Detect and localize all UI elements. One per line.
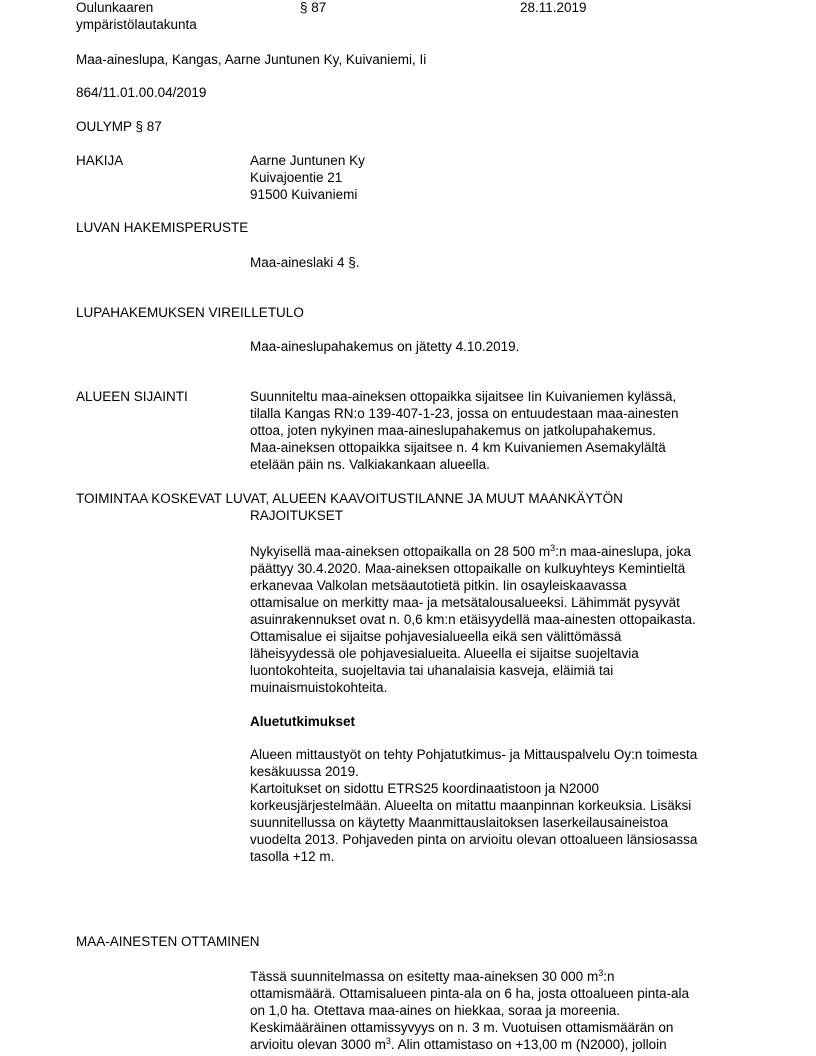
extraction-label: MAA-AINESTEN OTTAMINEN — [76, 934, 260, 949]
applicant-line: Kuivajoentie 21 — [250, 170, 343, 185]
board-name-line1: Oulunkaaren — [76, 0, 154, 15]
applicant-address — [250, 152, 365, 203]
permits-label-continued: RAJOITUKSET — [250, 508, 344, 523]
surveys-line: tasolla +12 m. — [250, 849, 335, 864]
permits-line: asuinrakennukset ovat n. 0,6 km:n etäisyydellä maa-ainesten ottopaikasta. — [250, 612, 696, 627]
initiation-label: LUPAHAKEMUKSEN VIREILLETULO — [76, 305, 304, 320]
meeting-reference: OULYMP § 87 — [76, 119, 162, 134]
extraction-line: on 1,0 ha. Otettava maa-aines on hiekkaa, soraa ja moreenia. — [250, 1003, 620, 1018]
surveys-line: Kartoitukset on sidottu ETRS25 koordinaatistoon ja N2000 — [250, 781, 599, 796]
surveys-line: korkeusjärjestelmään. Alueelta on mitattu maanpinnan korkeuksia. Lisäksi — [250, 798, 692, 813]
permits-line: läheisyydessä ole pohjavesialueita. Alueella ei sijaitse suojeltavia — [250, 646, 639, 661]
surveys-line: Alueen mittaustyöt on tehty Pohjatutkimus- ja Mittauspalvelu Oy:n toimesta — [250, 747, 698, 762]
permits-line: erkanevaa Valkolan metsäautotietä pitkin. Iin osayleiskaavassa — [250, 578, 627, 593]
extraction-text — [250, 968, 689, 1053]
surveys-line: kesäkuussa 2019. — [250, 764, 359, 779]
location-line: etelään päin ns. Valkiakankaan alueella. — [250, 457, 490, 472]
surveys-line: suunnitellussa on käytetty Maanmittauslaitoksen laserkeilausaineistoa — [250, 815, 668, 830]
location-line: tilalla Kangas RN:o 139-407-1-23, jossa on entuudestaan maa-ainesten — [250, 406, 679, 421]
surveys-heading: Aluetutkimukset — [250, 714, 356, 729]
permits-line: ottamisalue on merkitty maa- ja metsätalousalueeksi. Lähimmät pysyvät — [250, 595, 680, 610]
extraction-line-first: Tässä suunnitelmassa on esitetty maa-aineksen 30 000 $m^3:n$ — [250, 968, 615, 984]
extraction-line: ottamismäärä. Ottamisalueen pinta-ala on 6 ha, josta ottoalueen pinta-ala — [250, 986, 690, 1001]
extraction-line: Keskimääräinen ottamissyvyys on n. 3 m. Vuotuisen ottamismäärän on — [250, 1020, 674, 1035]
board-name-line2: ympäristölautakunta — [76, 17, 197, 32]
subject-title: Maa-aineslupa, Kangas, Aarne Juntunen Ky, Kuivaniemi, Ii — [76, 52, 427, 67]
header-date: 28.11.2019 — [520, 0, 587, 15]
header-board — [76, 0, 197, 33]
applicant-label: HAKIJA — [76, 153, 124, 168]
permits-line: luontokohteita, suojeltavia tai uhanalaisia kasveja, eläimiä tai — [250, 663, 614, 678]
applicant-line: Aarne Juntunen Ky — [250, 153, 365, 168]
surveys-line: vuodelta 2013. Pohjaveden pinta on arvioitu olevan ottoalueen länsiosassa — [250, 832, 698, 847]
permits-line-first: Nykyisellä maa-aineksen ottopaikalla on 28 500 $m^3:n$ maa-aineslupa, joka — [250, 543, 692, 559]
location-text — [250, 388, 679, 473]
record-number: 864/11.01.00.04/2019 — [76, 85, 207, 100]
surveys-text — [250, 746, 697, 865]
basis-text: Maa-aineslaki 4 §. — [250, 255, 360, 270]
applicant-line: 91500 Kuivaniemi — [250, 187, 358, 202]
location-label: ALUEEN SIJAINTI — [76, 389, 188, 404]
location-line: ottoa, joten nykyinen maa-aineslupahakemus on jatkolupahakemus. — [250, 423, 657, 438]
initiation-text: Maa-aineslupahakemus on jätetty 4.10.2019. — [250, 339, 520, 354]
extraction-line-last: arvioitu olevan 3000 $m^3$. Alin ottamistaso on +13,00 m (N2000), jolloin — [250, 1036, 667, 1052]
permits-line: muinaismuistokohteita. — [250, 680, 388, 695]
permits-line: päättyy 30.4.2020. Maa-aineksen ottopaikalle on kulkuyhteys Kemintieltä — [250, 561, 686, 576]
header-section: § 87 — [300, 0, 327, 15]
location-line: Maa-aineksen ottopaikka sijaitsee n. 4 km Kuivaniemen Asemakylältä — [250, 440, 666, 455]
basis-label: LUVAN HAKEMISPERUSTE — [76, 220, 249, 235]
location-line: Suunniteltu maa-aineksen ottopaikka sijaitsee Iin Kuivaniemen kylässä, — [250, 389, 677, 404]
permits-label: TOIMINTAA KOSKEVAT LUVAT, ALUEEN KAAVOITUSTILANNE JA MUUT MAANKÄYTÖN — [76, 491, 623, 506]
permits-line: Ottamisalue ei sijaitse pohjavesialueella eikä sen välittömässä — [250, 629, 622, 644]
permits-text — [250, 543, 696, 696]
